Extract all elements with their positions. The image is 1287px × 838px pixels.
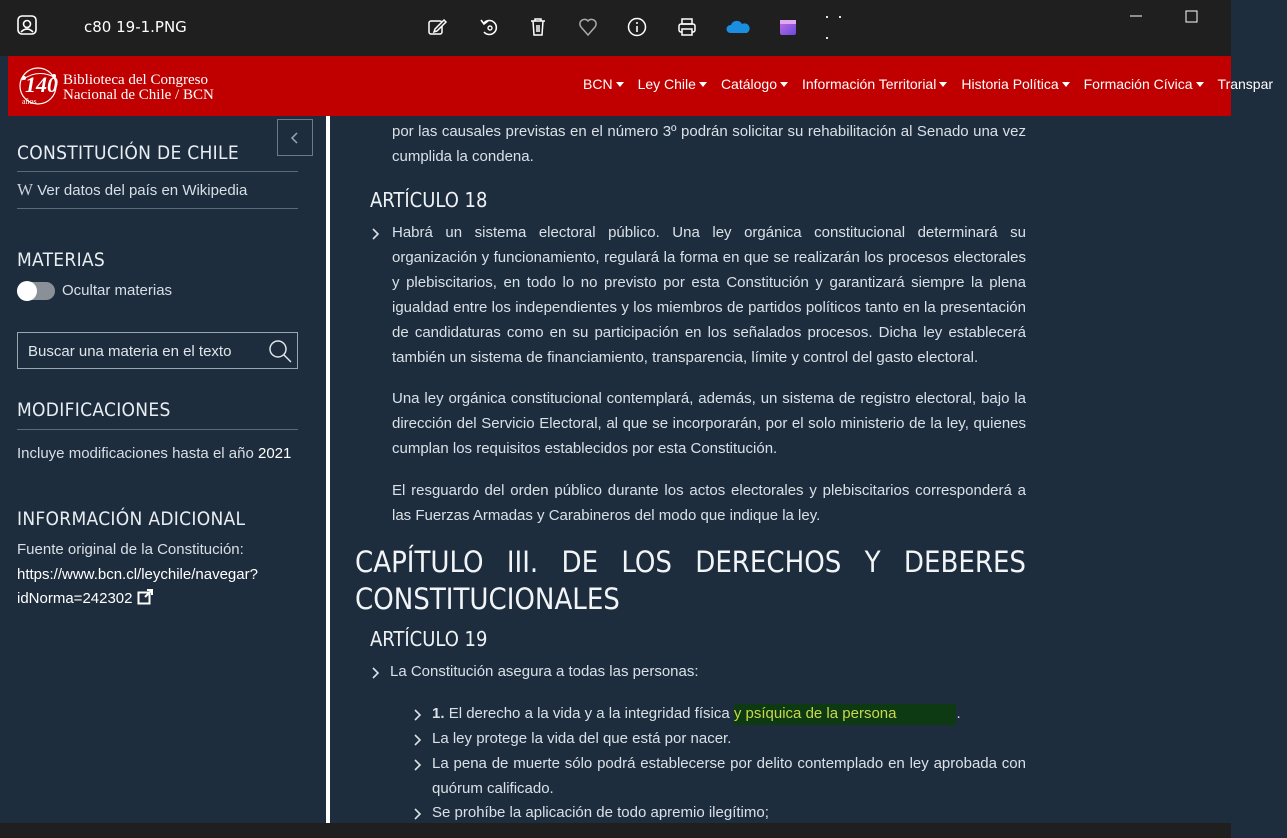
materias-title: MATERIAS bbox=[17, 249, 106, 271]
ocultar-materias-toggle[interactable] bbox=[17, 282, 55, 300]
article-content bbox=[330, 116, 1231, 823]
search-icon[interactable] bbox=[267, 338, 293, 364]
nav-transparencia[interactable] bbox=[1218, 76, 1274, 92]
nav-label: Transpar bbox=[1217, 76, 1274, 92]
minimize-icon[interactable] bbox=[1126, 10, 1146, 30]
list-item-1 bbox=[432, 701, 1026, 726]
rotate-icon[interactable] bbox=[477, 15, 501, 39]
caret-down-icon bbox=[616, 82, 624, 87]
org-line-2: Nacional de Chile / BCN bbox=[63, 87, 214, 103]
chevron-left-icon bbox=[290, 131, 300, 145]
url-line-2: idNorma=242302 bbox=[17, 590, 133, 607]
chevron-right-icon bbox=[370, 667, 380, 679]
caret-down-icon bbox=[780, 82, 788, 87]
sidebar bbox=[8, 116, 315, 823]
chapter-title-line-2: CONSTITUCIONALES bbox=[355, 582, 620, 616]
chapter-title bbox=[355, 544, 1026, 618]
nav-historia-politica[interactable] bbox=[961, 76, 1069, 92]
wikipedia-icon: W bbox=[17, 180, 34, 199]
nav-label: Historia Política bbox=[961, 76, 1059, 92]
nav-formacion-civica[interactable] bbox=[1084, 76, 1204, 92]
wikipedia-link[interactable] bbox=[17, 180, 247, 200]
chevron-right-icon bbox=[412, 808, 422, 820]
bcn-header bbox=[8, 56, 1274, 116]
materia-search-input[interactable] bbox=[17, 332, 298, 369]
nav-catalogo[interactable] bbox=[721, 76, 788, 92]
photos-app-icon bbox=[16, 14, 38, 36]
toggle-knob bbox=[17, 281, 37, 301]
external-link-icon bbox=[137, 589, 153, 605]
maximize-icon[interactable] bbox=[1182, 10, 1202, 30]
viewer-bottom-bar bbox=[0, 823, 1231, 838]
clipchamp-icon[interactable] bbox=[776, 15, 800, 39]
articulo-18-title: ARTÍCULO 18 bbox=[370, 188, 488, 212]
nav-label: BCN bbox=[583, 76, 613, 92]
chapter-title-line-1: CAPÍTULO III. DE LOS DERECHOS Y DEBERES bbox=[355, 545, 1026, 579]
list-item-3: La pena de muerte sólo podrá establecerse por delito contemplado en ley aprobada con quórum calificado. bbox=[432, 755, 1026, 797]
modificaciones-text bbox=[17, 445, 291, 462]
informacion-adicional-title: INFORMACIÓN ADICIONAL bbox=[17, 508, 246, 530]
modificaciones-title: MODIFICACIONES bbox=[17, 399, 171, 421]
nav-label: Formación Cívica bbox=[1083, 76, 1193, 92]
more-icon[interactable]: · · · bbox=[824, 6, 844, 47]
divider bbox=[17, 171, 298, 172]
nav-informacion-territorial[interactable] bbox=[802, 76, 947, 92]
informacion-text: Fuente original de la Constitución: bbox=[17, 541, 244, 558]
list-item-4: Se prohíbe la aplicación de todo apremio ilegítimo; bbox=[432, 804, 769, 821]
modificaciones-label: Incluye modificaciones hasta el año bbox=[17, 445, 258, 462]
highlighted-text: y psíquica de la persona bbox=[734, 704, 957, 725]
viewer-title-bar bbox=[0, 0, 1231, 56]
caret-down-icon bbox=[1196, 82, 1204, 87]
edit-icon[interactable] bbox=[425, 15, 449, 39]
main-nav bbox=[583, 76, 1287, 92]
wikipedia-link-label: Ver datos del país en Wikipedia bbox=[37, 182, 248, 199]
articulo-18-paragraph-3: El resguardo del orden público durante los actos electorales y plebiscitarios corresponderá a las Fuerzas Armadas y Carabineros del modo que indique la ley. bbox=[392, 482, 1026, 524]
item-text: El derecho a la vida y a la integridad física bbox=[448, 705, 734, 722]
url-line-1: https://www.bcn.cl/leychile/navegar? bbox=[17, 566, 258, 583]
nav-bcn[interactable] bbox=[583, 76, 624, 92]
caret-down-icon bbox=[699, 82, 707, 87]
previous-paragraph: por las causales previstas en el número 3º podrán solicitar su rehabilitación al Senado una vez cumplida la condena. bbox=[392, 123, 1026, 165]
chevron-right-icon bbox=[412, 759, 422, 771]
toggle-label: Ocultar materias bbox=[62, 282, 173, 299]
bcn-org-name[interactable] bbox=[63, 73, 214, 103]
collapse-sidebar-button[interactable] bbox=[277, 119, 313, 156]
sidebar-title: CONSTITUCIÓN DE CHILE bbox=[17, 142, 239, 164]
onedrive-icon[interactable] bbox=[726, 15, 750, 39]
chevron-right-icon bbox=[370, 228, 380, 240]
articulo-19-title: ARTÍCULO 19 bbox=[370, 627, 488, 651]
search-placeholder: Buscar una materia en el texto bbox=[28, 343, 232, 360]
print-icon[interactable] bbox=[675, 15, 699, 39]
delete-icon[interactable] bbox=[526, 15, 550, 39]
bcn-140-logo[interactable] bbox=[18, 64, 62, 108]
chevron-right-icon bbox=[412, 734, 422, 746]
nav-label: Información Territorial bbox=[801, 76, 937, 92]
org-line-1: Biblioteca del Congreso bbox=[63, 72, 208, 88]
item-end: . bbox=[956, 705, 961, 722]
list-item-2: La ley protege la vida del que está por nacer. bbox=[432, 730, 732, 747]
url-line-2-wrap bbox=[17, 589, 258, 607]
chevron-right-icon bbox=[412, 709, 422, 721]
divider bbox=[17, 208, 298, 209]
item-number: 1. bbox=[432, 705, 445, 722]
articulo-18-paragraph-1: Habrá un sistema electoral público. Una ley orgánica constitucional determinará su organización y funcionamiento, regulará la forma en que se realizarán los procesos electorales y plebiscitarios, en todo lo no previsto por esta Constitución y garantizará siempre la plena igualdad entre los independientes y los miembros de partidos políticos tanto en la presentación de candidaturas como en su participación en los señalados procesos. Dicha ley establecerá también un sistema de financiamiento, transparencia, límite y control del gasto electoral. bbox=[392, 224, 1026, 366]
fuente-original-link[interactable] bbox=[17, 566, 258, 607]
image-viewport bbox=[0, 56, 1274, 823]
modificaciones-year: 2021 bbox=[257, 445, 292, 462]
nav-label: Ley Chile bbox=[637, 76, 696, 92]
logo-number: 140 bbox=[25, 72, 58, 97]
articulo-18-paragraph-2: Una ley orgánica constitucional contemplará, además, un sistema de registro electoral, bajo la dirección del Servicio Electoral, al que se incorporarán, por el solo ministerio de la ley, quienes cumplan los requisitos establecidos por esta Constitución. bbox=[392, 390, 1026, 457]
articulo-19-intro: La Constitución asegura a todas las personas: bbox=[390, 663, 699, 680]
info-icon[interactable] bbox=[625, 15, 649, 39]
nav-label: Catálogo bbox=[720, 76, 777, 92]
caret-down-icon bbox=[939, 82, 947, 87]
caret-down-icon bbox=[1062, 82, 1070, 87]
logo-sub: años bbox=[22, 97, 37, 106]
nav-ley-chile[interactable] bbox=[638, 76, 707, 92]
divider bbox=[17, 429, 298, 430]
favorite-icon[interactable] bbox=[576, 15, 600, 39]
viewer-filename: c80 19-1.PNG bbox=[84, 18, 187, 36]
